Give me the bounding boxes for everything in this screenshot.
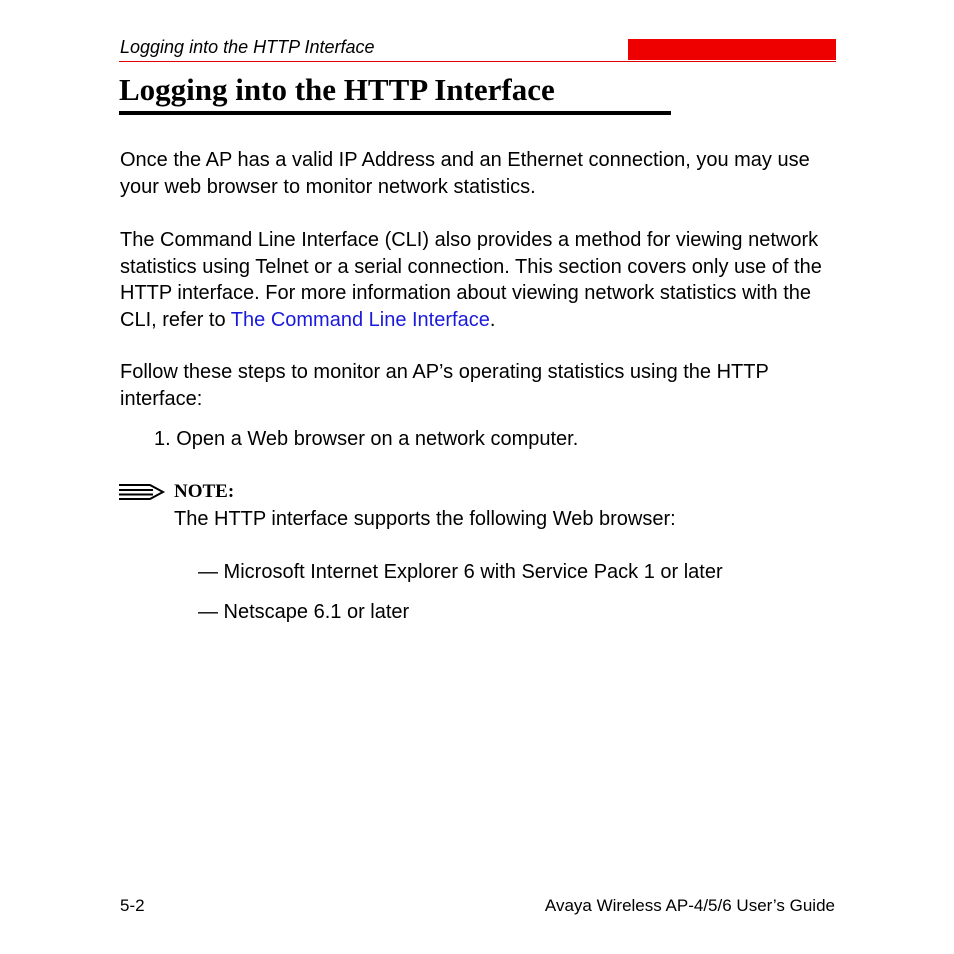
note-label: NOTE: [174,481,235,502]
step-item: 1. Open a Web browser on a network computer. [154,428,579,450]
page-title: Logging into the HTTP Interface [119,72,555,107]
steps-intro-paragraph: Follow these steps to monitor an AP’s operating statistics using the HTTP interface: [120,361,769,410]
header-rule [119,61,836,62]
intro-paragraph: Once the AP has a valid IP Address and an Ethernet connection, you may use your web browser to monitor network statistics. [120,149,810,198]
running-header: Logging into the HTTP Interface [120,37,375,57]
cli-paragraph-end: . [489,308,496,331]
cli-paragraph-text: The Command Line Interface (CLI) also provides a method for viewing network statistics using Telnet or a serial connection. This section covers only use of the HTTP interface. For more information about viewing network statistics with the CLI, refer to [120,229,822,331]
guide-title: Avaya Wireless AP-4/5/6 User’s Guide [544,896,835,915]
cli-paragraph [120,227,840,333]
page-number: 5-2 [120,896,145,915]
note-text: The HTTP interface supports the following Web browser: [174,508,676,530]
note-arrow-icon [118,481,166,503]
header-accent-bar [628,39,836,60]
browser-item-ie: — Microsoft Internet Explorer 6 with Service Pack 1 or later [198,561,723,583]
title-underline [119,111,671,115]
browser-item-netscape: — Netscape 6.1 or later [198,601,410,623]
command-line-interface-link[interactable]: The Command Line Interface [230,308,490,331]
